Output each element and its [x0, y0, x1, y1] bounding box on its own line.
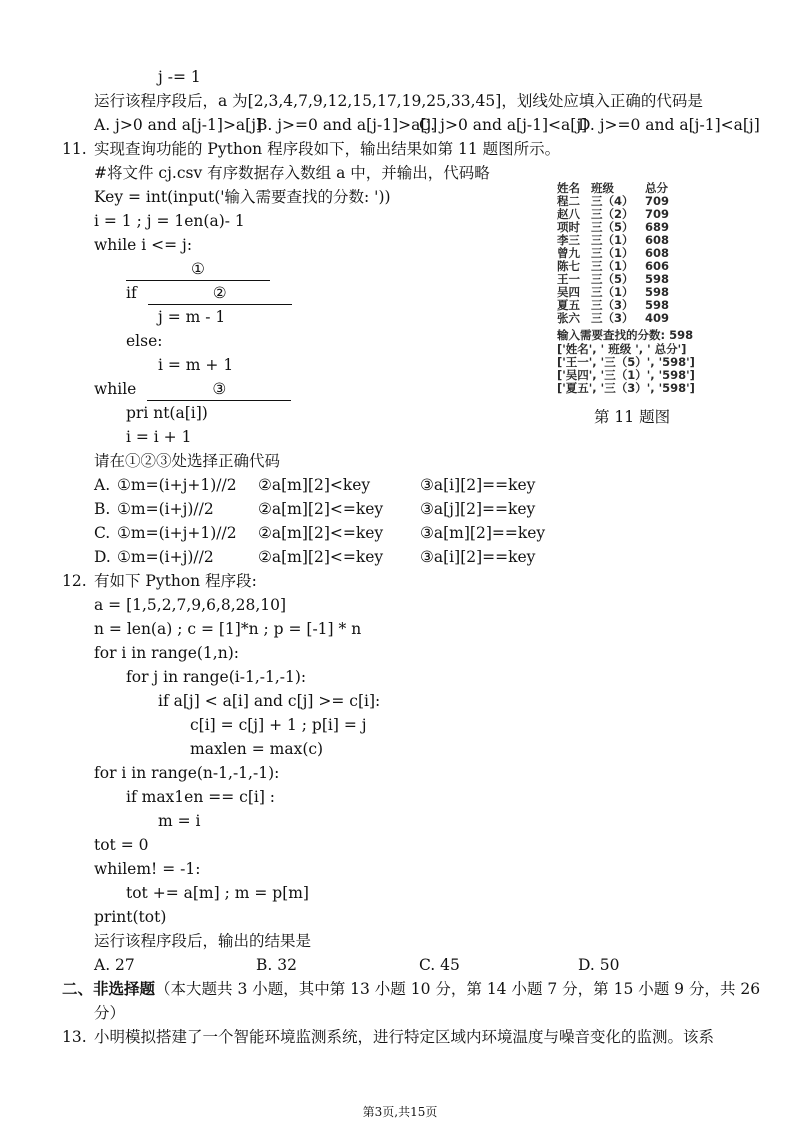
page-number: 第3页,共15页 — [362, 1105, 438, 1119]
figure-output-line: ['夏五', '三（3）', '598'] — [557, 381, 695, 395]
option-c: C. 45 — [419, 956, 460, 974]
option-d: D. 50 — [578, 956, 620, 974]
code-line: Key = int(input('输入需要查找的分数: ')) — [94, 188, 391, 206]
answer-blank-1: ① — [126, 258, 270, 281]
figure-cell: 三（3） — [591, 298, 634, 312]
code-line: tot += a[m] ; m = p[m] — [126, 884, 309, 902]
code-line: j = m - 1 — [158, 308, 226, 326]
code-keyword: if — [126, 284, 137, 302]
section-desc: （本大题共 3 小题，其中第 13 小题 10 分，第 14 小题 7 分，第 15 小题 9 分，共 26 — [155, 980, 761, 998]
figure-output-line: ['王一', '三（5）', '598'] — [557, 355, 695, 369]
question-stem: 实现查询功能的 Python 程序段如下，输出结果如第 11 题图所示。 — [94, 140, 561, 158]
figure-cell: 吴四 — [557, 285, 580, 299]
question-stem: 小明模拟搭建了一个智能环境监测系统，进行特定区域内环境温度与噪音变化的监测。该系 — [94, 1028, 715, 1046]
code-line — [94, 378, 291, 401]
code-line: for j in range(i-1,-1,-1): — [126, 668, 307, 686]
code-line: if a[j] < a[i] and c[j] >= c[i]: — [158, 692, 381, 710]
code-line: for i in range(n-1,-1,-1): — [94, 764, 280, 782]
figure-cell: 三（5） — [591, 220, 634, 234]
question-stem: 有如下 Python 程序段: — [94, 572, 257, 590]
figure-cell: 三（2） — [591, 207, 634, 221]
option-label: A. — [94, 476, 111, 494]
figure-cell: 赵八 — [557, 207, 580, 221]
figure-cell: 三（3） — [591, 311, 634, 325]
answer-blank-2: ② — [148, 282, 292, 305]
option-cell: ②a[m][2]<=key — [258, 524, 384, 542]
figure-output-line: ['吴四', '三（1）', '598'] — [557, 368, 695, 382]
figure-cell: 608 — [645, 246, 670, 260]
question-number: 13. — [62, 1028, 87, 1046]
figure-cell: 709 — [645, 207, 670, 221]
option-cell: ③a[j][2]==key — [420, 500, 536, 518]
option-d: D. j>=0 and a[j-1]<a[j] — [578, 116, 760, 134]
figure-caption: 第 11 题图 — [594, 408, 671, 426]
code-line: maxlen = max(c) — [190, 740, 324, 758]
figure-cell: 三（4） — [591, 194, 634, 208]
option-cell: ①m=(i+j+1)//2 — [117, 476, 237, 494]
code-keyword: while — [94, 380, 137, 398]
figure-cell: 606 — [645, 259, 670, 273]
figure-cell: 三（5） — [591, 272, 634, 286]
figure-cell: 689 — [645, 220, 670, 234]
option-cell: ②a[m][2]<=key — [258, 548, 384, 566]
answer-blank-3: ③ — [147, 378, 291, 401]
output-figure — [557, 182, 717, 396]
question-number: 12. — [62, 572, 87, 590]
figure-cell: 608 — [645, 233, 670, 247]
figure-cell: 三（1） — [591, 259, 634, 273]
option-cell: ③a[i][2]==key — [420, 476, 536, 494]
figure-cell: 598 — [645, 285, 670, 299]
option-label: B. — [94, 500, 111, 518]
code-line: a = [1,5,2,7,9,6,8,28,10] — [94, 596, 287, 614]
figure-cell: 三（1） — [591, 233, 634, 247]
option-cell: ③a[m][2]==key — [420, 524, 546, 542]
section-title: 二、非选择题 — [62, 979, 156, 998]
figure-cell: 程二 — [557, 194, 580, 208]
question-text: 运行该程序段后，输出的结果是 — [94, 932, 312, 950]
code-line — [126, 258, 270, 281]
section-desc-cont: 分） — [94, 1004, 126, 1022]
option-cell: ①m=(i+j)//2 — [117, 548, 214, 566]
option-b: B. 32 — [256, 956, 297, 974]
code-line: whilem! = -1: — [94, 860, 201, 878]
option-label: C. — [94, 524, 111, 542]
question-text: 运行该程序段后，a 为[2,3,4,7,9,12,15,17,19,25,33,45]，划线处应填入正确的代码是 — [94, 92, 703, 110]
code-line: j -= 1 — [158, 68, 201, 86]
figure-cell: 曾九 — [557, 246, 580, 260]
figure-cell: 598 — [645, 298, 670, 312]
figure-cell: 三（1） — [591, 246, 634, 260]
option-c: C. j>0 and a[j-1]<a[j] — [419, 116, 588, 134]
figure-cell: 总分 — [645, 181, 668, 195]
code-line: while i <= j: — [94, 236, 193, 254]
figure-cell: 班级 — [591, 181, 614, 195]
code-line: i = 1 ; j = 1en(a)- 1 — [94, 212, 245, 230]
option-a: A. j>0 and a[j-1]>a[j] — [94, 116, 263, 134]
figure-cell: 夏五 — [557, 298, 580, 312]
code-line: else: — [126, 332, 163, 350]
option-b: B. j>=0 and a[j-1]>a[j] — [256, 116, 438, 134]
question-prompt: 请在①②③处选择正确代码 — [94, 452, 281, 470]
figure-cell: 姓名 — [557, 181, 580, 195]
code-line: for i in range(1,n): — [94, 644, 239, 662]
code-line: c[i] = c[j] + 1 ; p[i] = j — [190, 716, 367, 734]
figure-cell: 李三 — [557, 233, 580, 247]
figure-cell: 三（1） — [591, 285, 634, 299]
option-cell: ①m=(i+j+1)//2 — [117, 524, 237, 542]
option-cell: ①m=(i+j)//2 — [117, 500, 214, 518]
code-line: #将文件 cj.csv 有序数据存入数组 a 中，并输出，代码略 — [94, 164, 490, 182]
code-line: if max1en == c[i] : — [126, 788, 276, 806]
option-cell: ③a[i][2]==key — [420, 548, 536, 566]
figure-cell: 王一 — [557, 272, 580, 286]
question-number: 11. — [62, 140, 87, 158]
figure-cell: 598 — [645, 272, 670, 286]
option-cell: ②a[m][2]<key — [258, 476, 371, 494]
code-line: print(tot) — [94, 908, 167, 926]
section-heading — [62, 978, 760, 1000]
option-cell: ②a[m][2]<=key — [258, 500, 384, 518]
code-line: pri nt(a[i]) — [126, 404, 208, 422]
figure-input-line: 输入需要查找的分数: 598 — [557, 328, 694, 342]
figure-cell: 张六 — [557, 311, 580, 325]
figure-cell: 409 — [645, 311, 670, 325]
code-line: n = len(a) ; c = [1]*n ; p = [-1] * n — [94, 620, 362, 638]
figure-cell: 项时 — [557, 220, 580, 234]
figure-cell: 709 — [645, 194, 670, 208]
code-line: tot = 0 — [94, 836, 149, 854]
option-a: A. 27 — [94, 956, 135, 974]
code-line: i = i + 1 — [126, 428, 192, 446]
code-line — [126, 282, 292, 305]
option-label: D. — [94, 548, 111, 566]
figure-cell: 陈七 — [557, 259, 580, 273]
code-line: m = i — [158, 812, 201, 830]
figure-output-line: ['姓名', ' 班级 ', ' 总分'] — [557, 342, 687, 356]
code-line: i = m + 1 — [158, 356, 234, 374]
